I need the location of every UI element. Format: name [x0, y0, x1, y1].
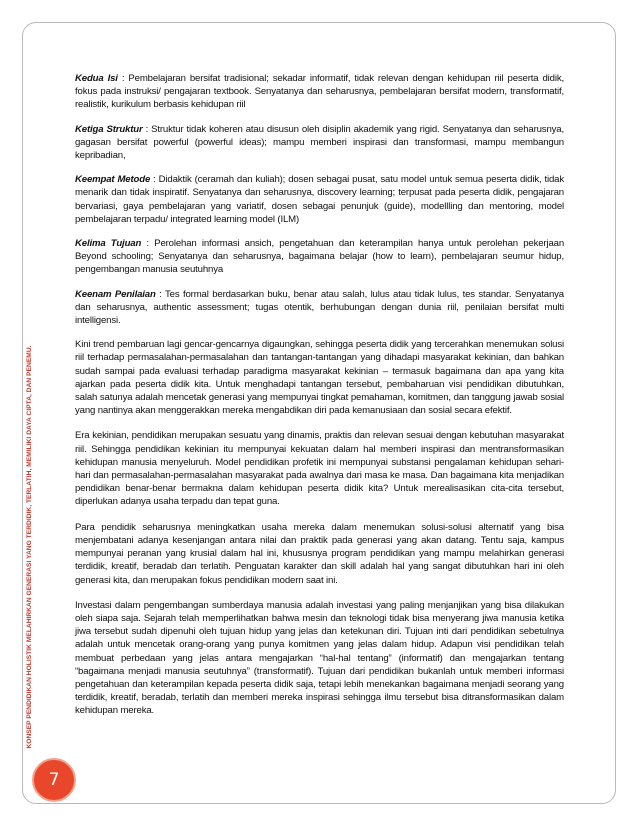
body-paragraph: Investasi dalam pengembangan sumberdaya manusia adalah investasi yang paling menjanjikan yang bisa dilakukan oleh siapa saja. Sejarah telah memperlihatkan bahwa mesin dan teknologi tidak bisa menyerang jiwa manusia ketika jiwa tersebut sudah dipenuhi oleh tujuan hidup yang jelas dan ketekunan diri. Tujuan inti dari pendidikan sebetulnya adalah untuk mencetak orang-orang yang punya komitmen yang jelas dalam hidup. Adapun visi pendidikan telah membuat perbedaan yang jelas antara mengajarkan “hal-hal tentang” (informatif) dan mengajarkan tentang “bagaimana menjadi manusia seutuhnya” (transformatif). Tujuan dari pendidikan bukanlah untuk memberi informasi pengetahuan dan keterampilan kepada peserta didik saja, tetapi lebih menekankan bagaimana menjadi seorang yang terdidik, kreatif, beradab, terlatih dan memberi mereka inspirasi sehingga ilmu tersebut bisa ditransformasikan dalam kehidupan mereka.	[75, 599, 564, 717]
criteria-item	[75, 237, 564, 277]
criteria-text: : Didaktik (ceramah dan kuliah); dosen sebagai pusat, satu model untuk semua peserta didik, tidak menarik dan tidak inspiratif. Senyatanya dan seharusnya, discovery learning; terpusat pada peserta didik, pengajaran bervariasi, gaya pembelajaran yang variatif, dosen sebagai penunjuk (guide), modellling dan mentoring, model pembelajaran terpadu/ integrated learning model (ILM)	[75, 174, 564, 225]
criteria-item	[75, 173, 564, 226]
side-title: KONSEP PENDIDIKAN HOLISTIK MELAHIRKAN GENERASI YANG TERDIDIK, TERLATIH, MEMILIKI DAYA CIPTA, DAN PENEMU.	[26, 345, 33, 749]
criteria-lead: Ketiga Struktur	[75, 123, 143, 135]
body-paragraph: Kini trend pembaruan lagi gencar-gencarnya digaungkan, sehingga peserta didik yang tercerahkan menemukan solusi riil terhadap permasalahan-permasalahan dan tantangan-tantangan yang dihadapi masyarakat kekinian, dan bahkan sudah sampai pada evaluasi terhadap paradigma masyarakat kekinian – termasuk bagaimana dan apa yang kita ajarkan pada peserta didik kita. Untuk menghadapi tantangan tersebut, pembaharuan visi pendidikan dibutuhkan, salah satunya adalah mencetak generasi yang mempunyai tingkat pemahaman, komitmen, dan tanggung jawab sosial yang nantinya akan menggerakkan mereka mengabdikan diri pada kemanusiaan dan sosial secara efektif.	[75, 339, 564, 417]
page-number: 7	[48, 770, 60, 790]
criteria-text: : Pembelajaran bersifat tradisional; sekadar informatif, tidak relevan dengan kehidupan riil peserta didik, fokus pada instruksi/ pengajaran textbook. Senyatanya dan seharusnya, pembelajaran bersifat modern, transformatif, realistik, kurikulum berbasis kehidupan riil	[75, 73, 564, 111]
criteria-lead: Kedua Isi	[75, 73, 118, 84]
body-paragraph: Era kekinian, pendidikan merupakan sesuatu yang dinamis, praktis dan relevan sesuai dengan kebutuhan masyarakat riil. Sehingga pendidikan kekinian itu mempunyai kekuatan dalam hal memberi inspirasi dan mentransformasikan kehidupan manusia menyeluruh. Model pendidikan profetik ini mempunyai substansi pengalaman kehidupan sehari-hari dan permasalahan-permasalahan masyarakat pada awalnya dari masa ke masa. Dan bagaimana kita menjadikan pendidikan benar-benar bermakna dalam kehidupan peserta didik kita? Untuk merealisasikan cita-cita tersebut, diperlukan adanya usaha terpadu dan tepat guna.	[75, 430, 564, 508]
criteria-text: : Struktur tidak koheren atau disusun oleh disiplin akademik yang rigid. Senyatanya dan seharusnya, gagasan bersifat powerful (powerful ideas); mampu memberi inspirasi dan transformasi, mampu membangun kepribadian,	[75, 123, 564, 162]
criteria-text: : Tes formal berdasarkan buku, benar atau salah, lulus atau tidak lulus, tes standar. Senyatanya dan seharusnya, authentic assessment; tugas otentik, berhubungan dengan dunia riil, penilaian bersifat multi intelligensi.	[75, 288, 564, 327]
body-paragraph: Para pendidik seharusnya meningkatkan usaha mereka dalam menemukan solusi-solusi alternatif yang bisa menjembatani adanya kesenjangan antara nilai dan praktik pada generasi yang akan datang. Tentu saja, kampus mempunyai peranan yang krusial dalam hal ini, khususnya program pendidikan yang mampu melahirkan generasi terdidik, kreatif, beradab dan terlatih. Penguatan karakter dan skill adalah hal yang sangat dibutuhkan hari ini oleh generasi kita, dan merupakan fokus pendidikan modern saat ini.	[75, 521, 564, 586]
criteria-lead: Keenam Penilaian	[75, 288, 156, 300]
criteria-item	[75, 288, 564, 328]
criteria-lead: Keempat Metode	[75, 174, 151, 186]
criteria-text: : Perolehan informasi ansich, pengetahuan dan keterampilan hanya untuk perolehan pekerjaan Beyond schooling; Senyatanya dan seharusnya, bagaimana belajar (how to learn), pembelajaran seumur hidup, pengembangan manusia seutuhnya	[75, 238, 565, 276]
criteria-item	[75, 123, 564, 163]
criteria-lead: Kelima Tujuan	[75, 238, 142, 250]
criteria-item	[75, 72, 564, 112]
page-number-badge	[32, 758, 76, 802]
document-body	[75, 72, 564, 730]
